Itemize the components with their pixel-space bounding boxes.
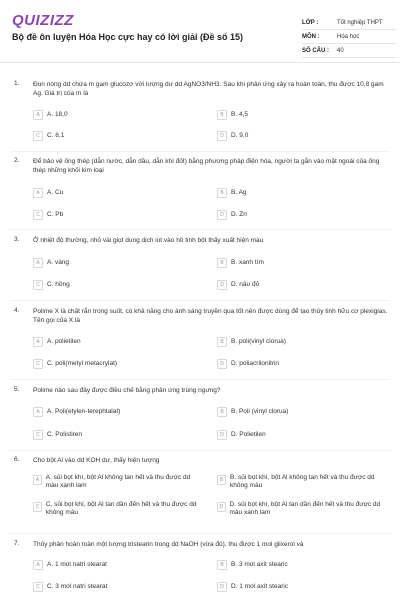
option-text: A. Poli(etylen-terephtalat) [47,407,121,415]
divider [10,379,390,380]
option-key-box: C [33,280,43,290]
option-text: C. 8,1 [47,131,65,139]
meta-table [302,16,397,58]
option-text: B. xanh tím [231,258,264,266]
option-c[interactable] [33,356,203,371]
question-text: Thủy phân hoàn toàn một lượng tristearin trong dd NaOH (vừa đủ), thu được 1 mol glixerol và [33,541,304,548]
option-key-box: C [33,502,42,512]
option-text: D. poliacrilonitrin [231,359,280,367]
question-text: Polime nào sau đây được điều chế bằng phản ứng trùng ngưng? [33,387,221,394]
option-text: D. nâu đỏ [231,280,260,288]
meta-value: Hóa học [337,33,360,40]
question-text: Cho bột Al vào dd KOH dư, thấy hiện tượng [33,457,160,464]
question-5 [10,386,390,448]
question-number: 6. [14,456,20,463]
option-key-box: C [33,582,43,592]
option-text: A. 1 mol natri stearat [47,560,107,568]
divider [10,300,390,301]
option-text: B. sủi bọt khí, bột Al không tan hết và thu được dd không màu [230,474,375,489]
option-c[interactable] [33,128,203,143]
option-key-box: D [217,210,227,220]
option-d[interactable] [217,128,387,143]
option-key-box: B [217,560,227,570]
question-1 [10,80,390,150]
option-text: A. Cu [47,188,64,196]
option-c[interactable] [33,277,203,292]
question-7 [10,540,390,598]
question-text: Polime X là chất rắn trong suốt, có khả năng cho ánh sáng truyền qua tốt nên được dùng để tạo thủy tinh hữu cơ plexiglas. Tên gọi của X là [33,308,388,324]
option-text: B. 3 mol axit stearic [231,560,288,568]
question-number: 5. [14,386,20,393]
divider [10,533,390,534]
meta-value: Tốt nghiệp THPT [337,19,383,26]
question-text: Để bảo vệ ống thép (dẫn nước, dẫn dầu, dẫn khí đốt) bằng phương pháp điện hóa, người ta gắn vào mặt ngoài của ống thép những khối kim loại [33,158,380,174]
question-number: 4. [14,307,20,314]
option-key-box: D [217,280,227,290]
option-b[interactable] [217,334,387,349]
option-text: C. hồng [47,280,70,288]
option-key-box: A [33,560,43,570]
option-key-box: A [33,110,43,120]
option-text: C. 3 mol natri stearat [47,582,108,590]
question-4 [10,307,390,377]
option-text: D. 9,0 [231,131,249,139]
option-text: B. poli(vinyl clorua) [231,337,286,345]
option-key-box: B [217,188,227,198]
option-a[interactable] [33,255,203,270]
meta-label: MÔN : [302,33,320,40]
option-key-box: B [217,337,227,347]
worksheet-title: Bộ đề ôn luyện Hóa Học cực hay có lời giải (Đề số 15) [12,32,243,42]
option-key-box: D [217,430,227,440]
option-key-box: B [217,407,227,417]
worksheet-header [0,0,400,63]
option-d[interactable] [217,356,387,371]
option-text: C. poli(metyl metacrylat) [47,359,118,367]
option-text: D. Zn [231,210,247,218]
option-c[interactable] [33,500,203,520]
meta-label: LỚP : [302,19,319,26]
question-number: 7. [14,540,20,547]
option-d[interactable] [217,207,387,222]
option-key-box: C [33,131,43,141]
question-number: 2. [14,157,20,164]
option-text: A. 18,0 [47,110,68,118]
option-text: C. Pb [47,210,64,218]
meta-row-subject [302,30,397,44]
option-a[interactable] [33,557,203,572]
divider [10,151,390,152]
option-text: D. sủi bọt khí, bột Al tan dần đến hết và thu được dd màu xanh lam [229,501,381,516]
meta-value: 40 [337,47,344,54]
question-6 [10,456,390,530]
option-key-box: A [33,258,43,268]
divider [10,450,390,451]
option-text: D. Polietilen [231,430,266,438]
question-number: 3. [14,236,20,243]
option-key-box: A [33,188,43,198]
option-c[interactable] [33,579,203,594]
option-text: A. sủi bọt khí, bột Al không tan hết và thu được dd màu xanh lam [45,474,191,489]
option-key-box: A [33,407,43,417]
option-key-box: B [217,110,227,120]
option-text: B. Ag [231,188,247,196]
option-b[interactable] [217,404,387,419]
option-key-box: C [33,359,43,369]
option-a[interactable] [33,404,203,419]
question-text: Ở nhiệt độ thường, nhỏ vài giọt dung dịch iot vào hồ tinh bột thấy xuất hiện màu [33,237,264,244]
question-2 [10,157,390,227]
question-number: 1. [14,80,20,87]
quizizz-logo: QUIZIZZ [12,12,74,29]
option-text: C. Polistiren [47,430,83,438]
option-key-box: D [217,582,227,592]
option-a[interactable] [33,334,203,349]
option-b[interactable] [217,473,387,493]
option-text: A. polietilen [47,337,81,345]
option-b[interactable] [217,557,387,572]
option-text: B. Poli (vinyl clorua) [231,407,289,415]
question-3 [10,236,390,298]
option-d[interactable] [217,277,387,292]
meta-label: SỐ CÂU : [302,47,329,54]
meta-row-count [302,44,397,58]
option-key-box: B [217,258,227,268]
question-text: Đun nóng dd chứa m gam glucozơ với lượng dư dd AgNO3/NH3. Sau khi phản ứng xảy ra hoàn toàn, thu được 10,8 gam Ag. Giá trị của m là [33,81,384,97]
option-d[interactable] [217,500,387,520]
option-key-box: D [217,359,227,369]
option-a[interactable] [33,107,203,122]
option-key-box: A [33,475,42,485]
option-text: B. 4,5 [231,110,248,118]
option-text: C. sủi bọt khí, bột Al tan dần đến hết và thu được dd không màu [45,501,197,516]
option-key-box: A [33,337,43,347]
option-b[interactable] [217,255,387,270]
option-d[interactable] [217,579,387,594]
option-a[interactable] [33,473,203,493]
option-key-box: D [217,502,226,512]
meta-row-class [302,16,397,30]
option-key-box: B [217,475,226,485]
option-b[interactable] [217,185,387,200]
option-d[interactable] [217,427,387,442]
divider [10,229,390,230]
option-c[interactable] [33,207,203,222]
option-text: D. 1 mol axit stearic [231,582,289,590]
option-key-box: C [33,210,43,220]
option-c[interactable] [33,427,203,442]
option-a[interactable] [33,185,203,200]
option-key-box: D [217,131,227,141]
option-text: A. vàng [47,258,70,266]
option-key-box: C [33,430,43,440]
option-b[interactable] [217,107,387,122]
